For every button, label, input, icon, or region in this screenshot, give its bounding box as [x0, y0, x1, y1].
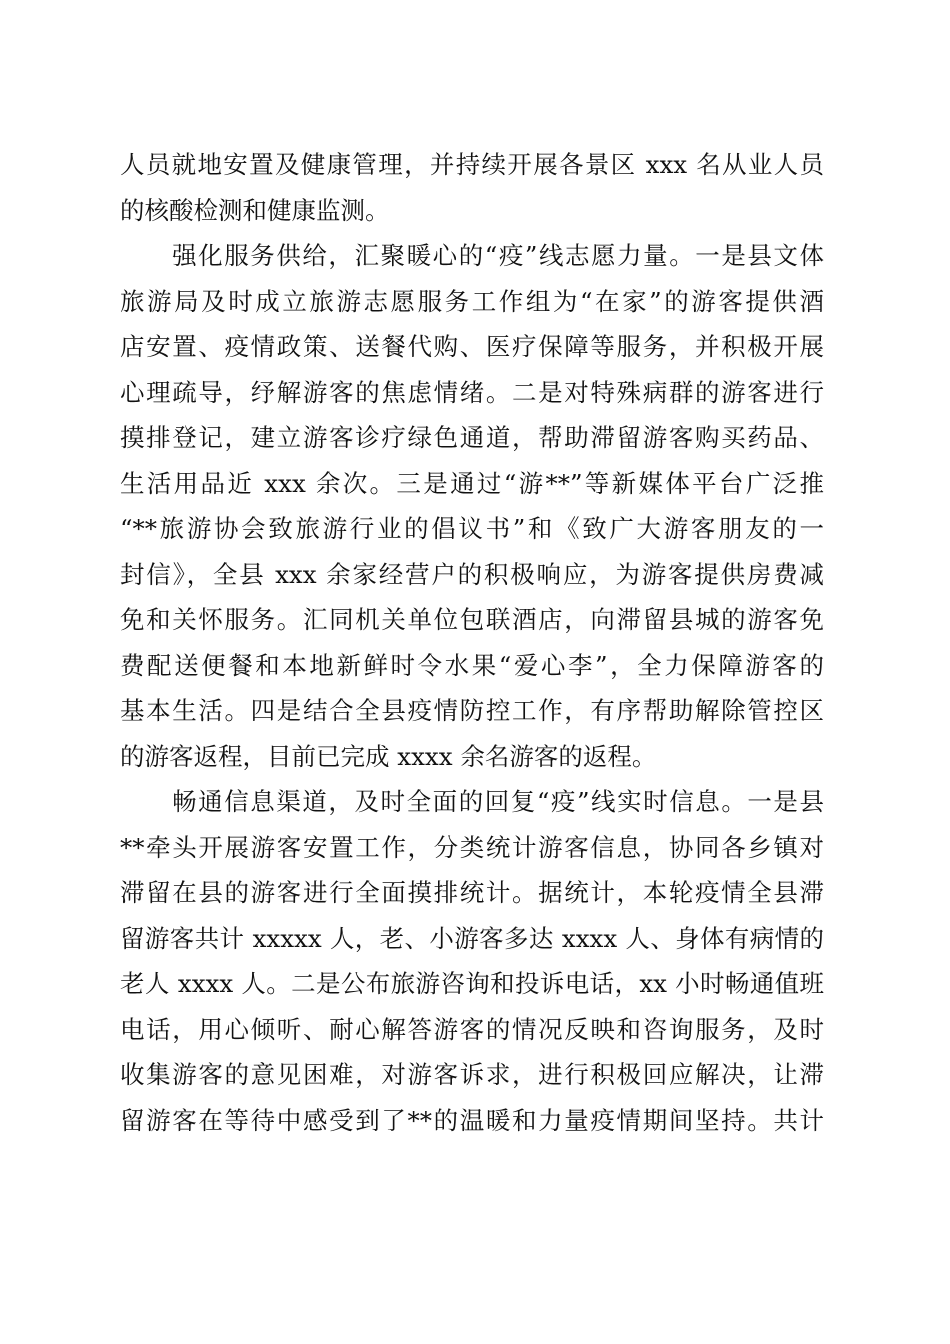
- text-line: 老人 xxxx 人。二是公布旅游咨询和投诉电话，xx 小时畅通值班: [120, 969, 824, 998]
- text-line: 畅通信息渠道，及时全面的回复“疫”线实时信息。一是县: [120, 787, 824, 816]
- text-line: 旅游局及时成立旅游志愿服务工作组为“在家”的游客提供酒: [120, 286, 824, 316]
- text-line: 免和关怀服务。汇同机关单位包联酒店，向滞留县城的游客免: [120, 605, 824, 634]
- text-line: 电话，用心倾听、耐心解答游客的情况反映和咨询服务，及时: [120, 1014, 824, 1044]
- text-line: 基本生活。四是结合全县疫情防控工作，有序帮助解除管控区: [120, 696, 824, 725]
- text-line: 店安置、疫情政策、送餐代购、医疗保障等服务，并积极开展: [120, 332, 824, 361]
- text-line: 费配送便餐和本地新鲜时令水果“爱心李”，全力保障游客的: [120, 650, 824, 680]
- text-line: 生活用品近 xxx 余次。三是通过“游**”等新媒体平台广泛推: [120, 468, 824, 498]
- text-line: **牵头开展游客安置工作，分类统计游客信息，协同各乡镇对: [120, 832, 824, 862]
- text-line: 人员就地安置及健康管理，并持续开展各景区 xxx 名从业人员: [120, 150, 824, 179]
- text-line: 的游客返程，目前已完成 xxxx 余名游客的返程。: [120, 741, 657, 771]
- text-line: “**旅游协会致旅游行业的倡议书”和《致广大游客朋友的一: [120, 514, 824, 543]
- text-line: 强化服务供给，汇聚暖心的“疫”线志愿力量。一是县文体: [120, 241, 824, 270]
- text-line: 留游客在等待中感受到了**的温暖和力量疫情期间坚持。共计: [120, 1105, 824, 1135]
- text-line: 留游客共计 xxxxx 人，老、小游客多达 xxxx 人、身体有病情的: [120, 923, 824, 953]
- document-body: [120, 142, 824, 1143]
- text-line: 收集游客的意见困难，对游客诉求，进行积极回应解决，让滞: [120, 1060, 824, 1089]
- text-line: 的核酸检测和健康监测。: [120, 195, 390, 225]
- text-line: 心理疏导，纾解游客的焦虑情绪。二是对特殊病群的游客进行: [120, 377, 824, 407]
- text-line: 滞留在县的游客进行全面摸排统计。据统计，本轮疫情全县滞: [120, 878, 824, 907]
- text-line: 封信》，全县 xxx 余家经营户的积极响应，为游客提供房费减: [120, 559, 824, 589]
- text-line: 摸排登记，建立游客诊疗绿色通道，帮助滞留游客购买药品、: [120, 423, 824, 452]
